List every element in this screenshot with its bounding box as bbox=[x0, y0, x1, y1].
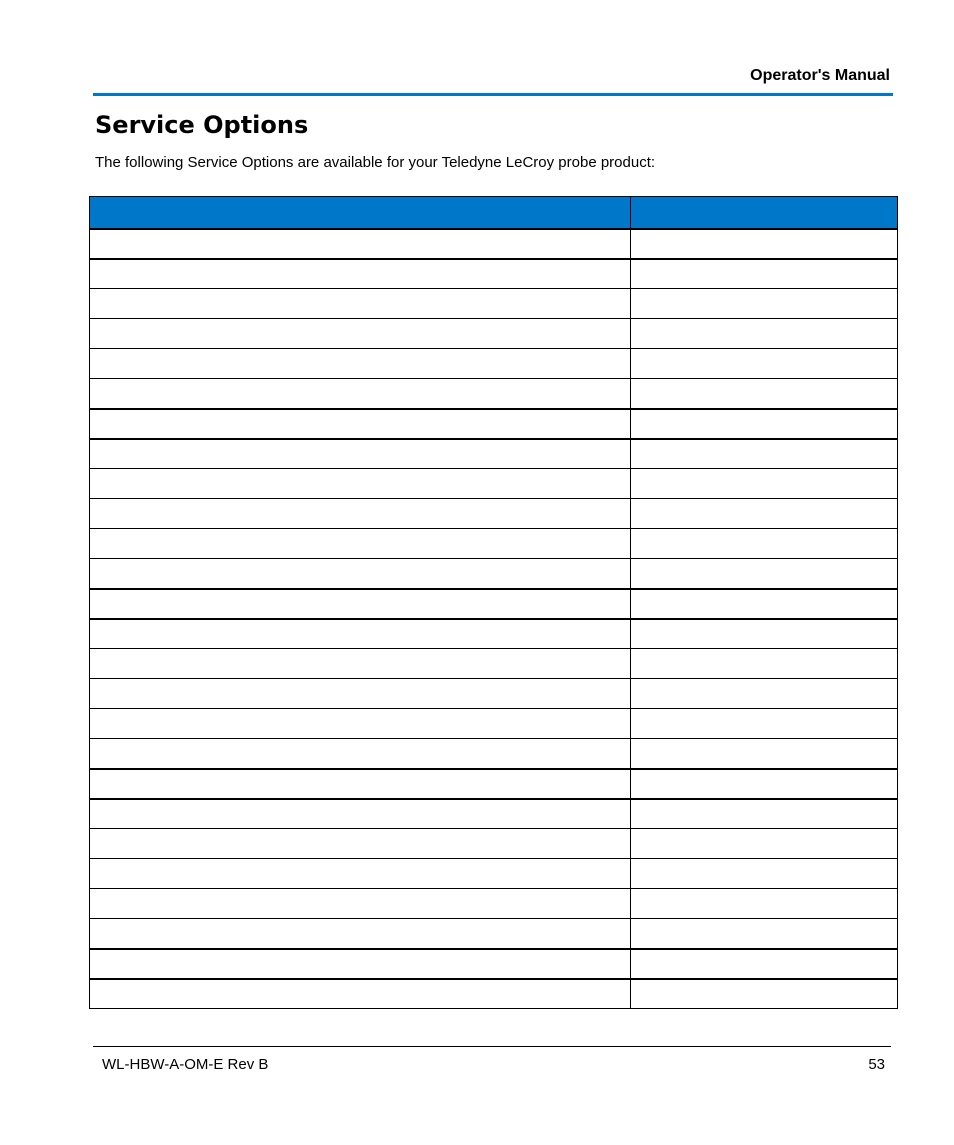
table-cell bbox=[631, 529, 898, 559]
table-header-row bbox=[90, 197, 898, 229]
table-header-cell bbox=[90, 197, 631, 229]
table-cell bbox=[631, 859, 898, 889]
table-cell bbox=[90, 799, 631, 829]
table-cell bbox=[90, 949, 631, 979]
table-cell bbox=[90, 919, 631, 949]
table-row bbox=[90, 919, 898, 949]
table-cell bbox=[631, 799, 898, 829]
table-cell bbox=[90, 739, 631, 769]
table-row bbox=[90, 709, 898, 739]
table-cell bbox=[90, 589, 631, 619]
footer-rule bbox=[93, 1046, 891, 1047]
table-cell bbox=[631, 619, 898, 649]
table-cell bbox=[90, 409, 631, 439]
table-row bbox=[90, 649, 898, 679]
table-cell bbox=[631, 829, 898, 859]
page-title: Service Options bbox=[95, 111, 309, 139]
table-cell bbox=[631, 559, 898, 589]
table-cell bbox=[631, 769, 898, 799]
table-row bbox=[90, 409, 898, 439]
table-cell bbox=[90, 529, 631, 559]
table-row bbox=[90, 769, 898, 799]
table-row bbox=[90, 499, 898, 529]
table-cell bbox=[90, 619, 631, 649]
running-header-title: Operator's Manual bbox=[750, 67, 890, 84]
table-cell bbox=[631, 679, 898, 709]
footer-page-number: 53 bbox=[868, 1056, 885, 1073]
table-cell bbox=[90, 679, 631, 709]
table-row bbox=[90, 739, 898, 769]
table-row bbox=[90, 379, 898, 409]
table-cell bbox=[90, 229, 631, 259]
table-cell bbox=[631, 319, 898, 349]
table-cell bbox=[631, 379, 898, 409]
table-cell bbox=[631, 439, 898, 469]
table-row bbox=[90, 889, 898, 919]
table-cell bbox=[631, 709, 898, 739]
table-row bbox=[90, 259, 898, 289]
table-cell bbox=[90, 559, 631, 589]
table-cell bbox=[631, 349, 898, 379]
table-cell bbox=[90, 379, 631, 409]
table-cell bbox=[90, 889, 631, 919]
intro-paragraph: The following Service Options are available for your Teledyne LeCroy probe product: bbox=[95, 154, 656, 171]
table-cell bbox=[631, 499, 898, 529]
table-cell bbox=[90, 769, 631, 799]
table-row bbox=[90, 559, 898, 589]
table-cell bbox=[90, 469, 631, 499]
table-cell bbox=[631, 919, 898, 949]
table-cell bbox=[631, 589, 898, 619]
table-body bbox=[90, 229, 898, 1009]
table-cell bbox=[631, 949, 898, 979]
table-cell bbox=[90, 439, 631, 469]
table-row bbox=[90, 679, 898, 709]
table-row bbox=[90, 319, 898, 349]
table-row bbox=[90, 619, 898, 649]
table-cell bbox=[631, 259, 898, 289]
table-row bbox=[90, 439, 898, 469]
table-cell bbox=[631, 889, 898, 919]
table-header-cell bbox=[631, 197, 898, 229]
table-row bbox=[90, 859, 898, 889]
table-cell bbox=[90, 829, 631, 859]
table-cell bbox=[631, 469, 898, 499]
table-row bbox=[90, 829, 898, 859]
table-row bbox=[90, 349, 898, 379]
table-cell bbox=[631, 649, 898, 679]
table-cell bbox=[90, 259, 631, 289]
table-row bbox=[90, 229, 898, 259]
table-cell bbox=[90, 349, 631, 379]
table-row bbox=[90, 529, 898, 559]
table-cell bbox=[631, 409, 898, 439]
table-cell bbox=[90, 859, 631, 889]
table-cell bbox=[90, 289, 631, 319]
table-row bbox=[90, 799, 898, 829]
service-options-table bbox=[89, 196, 898, 1009]
table-row bbox=[90, 979, 898, 1009]
table-cell bbox=[90, 649, 631, 679]
footer-document-id: WL-HBW-A-OM-E Rev B bbox=[102, 1056, 269, 1073]
table-row bbox=[90, 289, 898, 319]
table-cell bbox=[90, 319, 631, 349]
header-rule bbox=[93, 93, 893, 96]
table-row bbox=[90, 949, 898, 979]
table-cell bbox=[90, 709, 631, 739]
table-cell bbox=[631, 979, 898, 1009]
table-cell bbox=[631, 229, 898, 259]
table-cell bbox=[90, 979, 631, 1009]
table-row bbox=[90, 589, 898, 619]
table-cell bbox=[90, 499, 631, 529]
table-row bbox=[90, 469, 898, 499]
table-cell bbox=[631, 739, 898, 769]
table-cell bbox=[631, 289, 898, 319]
